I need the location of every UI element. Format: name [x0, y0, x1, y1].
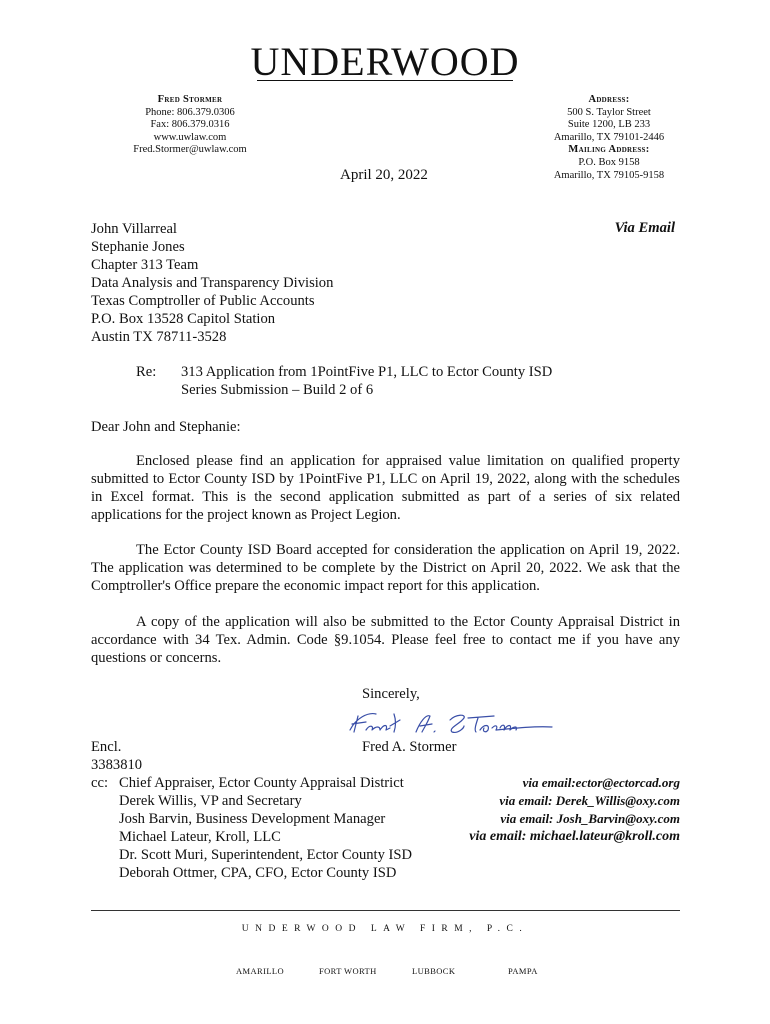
mailing-line-1: P.O. Box 9158: [578, 156, 640, 168]
footer-firm-name: UNDERWOOD LAW FIRM, P.C.: [241, 924, 529, 934]
address-label: Address:: [588, 94, 630, 105]
firm-address-block: [520, 94, 698, 182]
footer-city-fort-worth: FORT WORTH: [319, 966, 377, 976]
sender-email: Fred.Stormer@uwlaw.com: [133, 144, 247, 156]
body-paragraph-3: A copy of the application will also be submitted to the Ector County Appraisal District in accordance with 34 Tex. Admin. Code §9.1054. Please feel free to contact me if you have any questions or concerns.: [91, 614, 680, 666]
re-label: Re:: [136, 364, 157, 380]
enclosure-label: Encl.: [91, 739, 122, 755]
cc-recipient: Derek Willis, VP and Secretary: [119, 793, 302, 809]
footer-city-amarillo: AMARILLO: [236, 966, 285, 976]
re-subject: [181, 363, 552, 399]
cc-recipient: Dr. Scott Muri, Superintendent, Ector County ISD: [119, 847, 413, 863]
footer-divider: [91, 910, 680, 911]
letter-date: April 20, 2022: [340, 167, 428, 183]
cc-recipient: Michael Lateur, Kroll, LLC: [119, 829, 281, 845]
document-number: 3383810: [91, 757, 143, 773]
mailing-line-2: Amarillo, TX 79105-9158: [553, 169, 665, 181]
re-subject-line-1: 313 Application from 1PointFive P1, LLC to Ector County ISD: [181, 364, 553, 380]
logo-underline: [257, 80, 513, 81]
address-line-2: Suite 1200, LB 233: [567, 119, 651, 131]
sender-website: www.uwlaw.com: [153, 131, 227, 143]
cc-recipient: Chief Appraiser, Ector County Appraisal District: [119, 775, 404, 791]
footer-city-lubbock: LUBBOCK: [412, 966, 456, 976]
cc-email-list: [400, 774, 680, 846]
recipient-line: Texas Comptroller of Public Accounts: [91, 293, 315, 309]
sender-name: Fred Stormer: [157, 94, 223, 105]
recipient-line: John Villarreal: [91, 221, 177, 237]
sender-phone: Phone: 806.379.0306: [145, 106, 235, 118]
recipient-line: Austin TX 78711-3528: [91, 329, 227, 345]
cc-recipient: Deborah Ottmer, CPA, CFO, Ector County ISD: [119, 865, 397, 881]
body-paragraph-2: The Ector County ISD Board accepted for consideration the application on April 19, 2022. The application was determined to be complete by the District on April 20, 2022. We ask that the Comptroller's Office prepare the economic impact report for this application.: [91, 542, 680, 594]
recipient-line: Stephanie Jones: [91, 239, 185, 255]
cc-email: via email: Josh_Barvin@oxy.com: [500, 811, 680, 826]
recipient-line: P.O. Box 13528 Capitol Station: [91, 311, 276, 327]
address-line-3: Amarillo, TX 79101-2446: [553, 131, 665, 143]
sender-block: [70, 94, 310, 157]
footer-city-pampa: PAMPA: [508, 966, 538, 976]
cc-recipient-list: [119, 774, 412, 882]
handwritten-signature: [346, 706, 556, 742]
re-subject-line-2: Series Submission – Build 2 of 6: [181, 382, 374, 398]
recipient-line: Data Analysis and Transparency Division: [91, 275, 334, 291]
body-paragraph-1: Enclosed please find an application for appraised value limitation on qualified property submitted to Ector County ISD by 1PointFive P1, LLC on April 19, 2022, along with the schedules in Excel format. This is the second application submitted as part of a series of six related applications for the project known as Project Legion.: [91, 453, 680, 523]
recipient-address: [91, 220, 333, 346]
cc-email: via email: michael.lateur@kroll.com: [469, 829, 680, 844]
cc-email: via email: Derek_Willis@oxy.com: [499, 793, 680, 808]
cc-email: via email:ector@ectorcad.org: [522, 775, 680, 790]
recipient-line: Chapter 313 Team: [91, 257, 199, 273]
salutation: Dear John and Stephanie:: [91, 419, 241, 435]
address-line-1: 500 S. Taylor Street: [567, 106, 651, 118]
signer-name: Fred A. Stormer: [362, 739, 457, 755]
firm-logo: UNDERWOOD: [250, 39, 520, 84]
closing-sincerely: Sincerely,: [362, 686, 420, 702]
mailing-address-label: Mailing Address:: [568, 144, 650, 156]
cc-recipient: Josh Barvin, Business Development Manager: [119, 811, 386, 827]
enclosure-block: [91, 738, 142, 774]
cc-label: cc:: [91, 775, 109, 791]
sender-fax: Fax: 806.379.0316: [150, 119, 230, 131]
delivery-method: Via Email: [614, 220, 675, 236]
